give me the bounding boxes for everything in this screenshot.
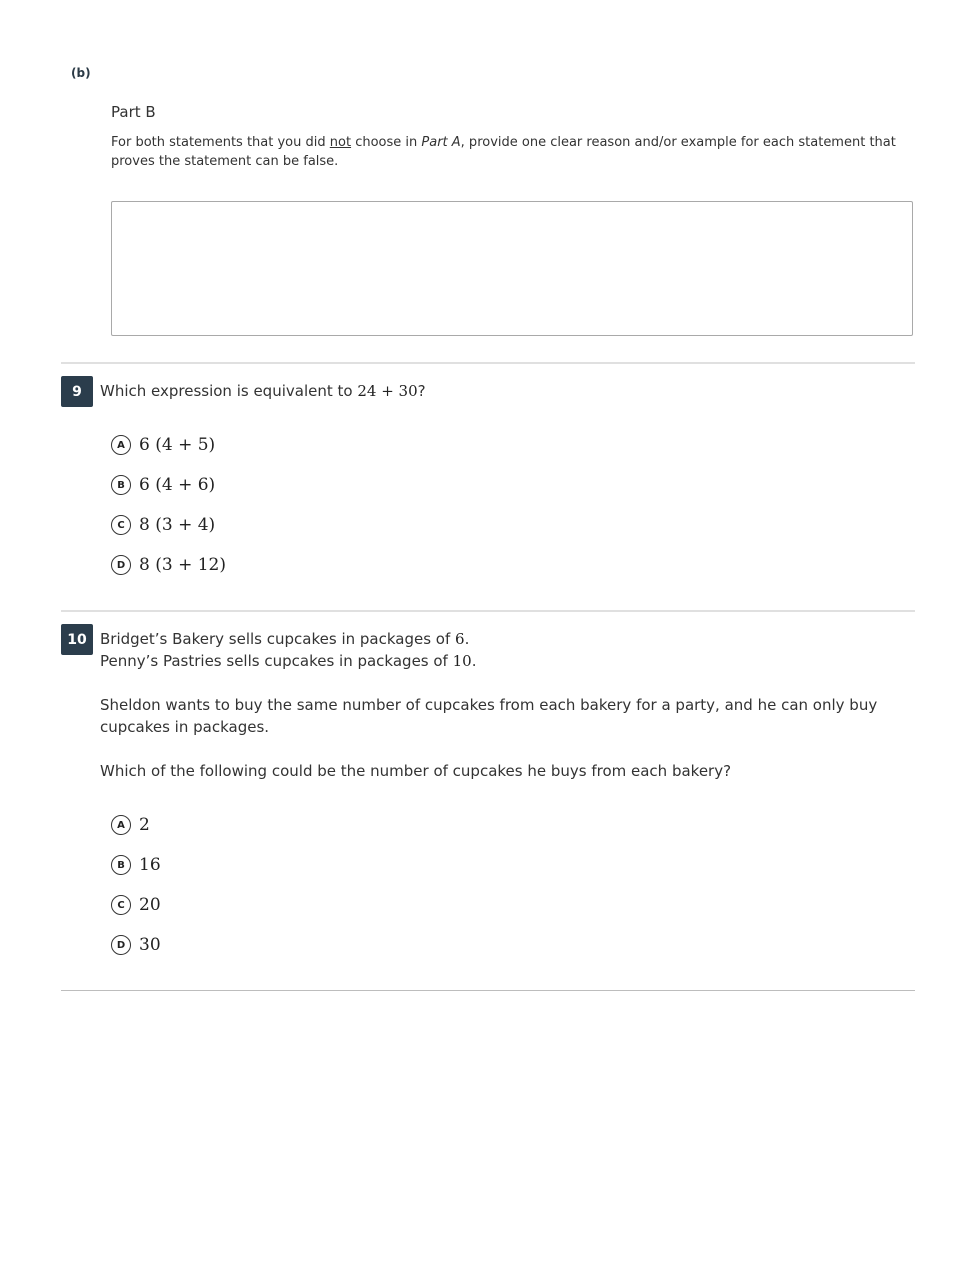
option-bubble[interactable]: A <box>111 815 131 835</box>
question-10-line-1 <box>100 628 900 650</box>
prompt-math: 24 + 30 <box>357 382 418 400</box>
question-9-prompt <box>100 380 900 402</box>
question-number-badge: 9 <box>61 376 93 407</box>
instructions-italic: Part A <box>421 135 461 150</box>
question-10-line-2 <box>100 650 900 672</box>
option-bubble[interactable]: D <box>111 555 131 575</box>
prompt-text: . <box>471 652 477 670</box>
q10-option-b[interactable] <box>111 853 161 877</box>
prompt-text: ? <box>417 382 426 400</box>
option-text: 2 <box>139 815 150 835</box>
instructions-text: choose in <box>351 135 422 150</box>
instructions-underlined: not <box>329 135 352 150</box>
option-bubble[interactable]: B <box>111 475 131 495</box>
prompt-math: 6 <box>455 630 465 648</box>
option-text: 6 (4 + 6) <box>139 475 216 495</box>
option-text: 6 (4 + 5) <box>139 435 216 455</box>
option-text: 20 <box>139 895 161 915</box>
q9-option-c[interactable] <box>111 513 215 537</box>
instructions-text: For both statements that you did <box>111 135 330 150</box>
option-bubble[interactable]: D <box>111 935 131 955</box>
option-bubble[interactable]: B <box>111 855 131 875</box>
q9-option-b[interactable] <box>111 473 215 497</box>
option-text: 8 (3 + 4) <box>139 515 216 535</box>
question-divider <box>61 362 915 364</box>
option-text: 30 <box>139 935 161 955</box>
part-b-title: Part B <box>111 103 156 121</box>
prompt-text: Penny’s Pastries sells cupcakes in packages of <box>100 652 453 670</box>
question-divider <box>61 990 915 991</box>
q9-option-a[interactable] <box>111 433 215 457</box>
part-label: (b) <box>71 66 91 80</box>
prompt-text: Bridget’s Bakery sells cupcakes in packages of <box>100 630 456 648</box>
instructions-text: , provide one clear reason and/or example for each statement that proves the statement can be false. <box>111 135 896 169</box>
question-10-paragraph: Sheldon wants to buy the same number of cupcakes from each bakery for a party, and he can only buy cupcakes in packages. <box>100 696 878 736</box>
q9-option-d[interactable] <box>111 553 226 577</box>
part-b-instructions <box>111 133 911 171</box>
option-bubble[interactable]: A <box>111 435 131 455</box>
prompt-text: Which expression is equivalent to <box>100 382 358 400</box>
option-bubble[interactable]: C <box>111 515 131 535</box>
question-divider <box>61 610 915 612</box>
question-10-prompt: Which of the following could be the number of cupcakes he buys from each bakery? <box>100 762 732 780</box>
question-number-badge: 10 <box>61 624 93 655</box>
option-bubble[interactable]: C <box>111 895 131 915</box>
q10-option-d[interactable] <box>111 933 161 957</box>
q10-option-a[interactable] <box>111 813 150 837</box>
prompt-text: . <box>464 630 470 648</box>
q10-option-c[interactable] <box>111 893 161 917</box>
option-text: 16 <box>139 855 161 875</box>
part-b-answer-box[interactable] <box>111 201 913 336</box>
option-text: 8 (3 + 12) <box>139 555 226 575</box>
prompt-math: 10 <box>452 652 472 670</box>
